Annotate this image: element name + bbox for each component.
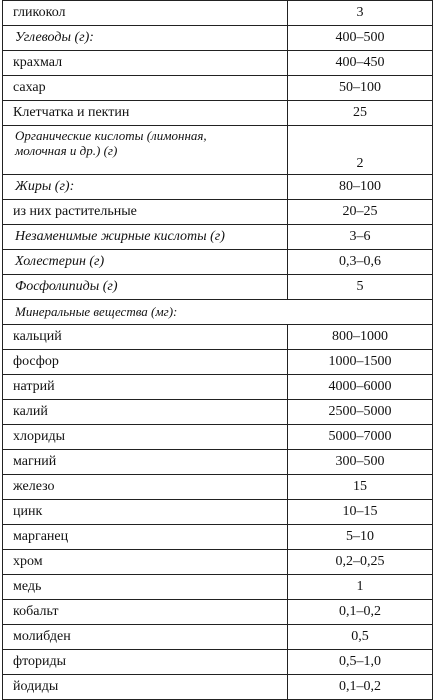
nutrient-name: фториды: [3, 650, 288, 675]
table-row: [3, 500, 433, 525]
nutrient-name: хлориды: [3, 425, 288, 450]
nutrient-value: 50–100: [288, 76, 433, 101]
nutrient-group-name: Углеводы (г):: [3, 26, 288, 51]
nutrient-name: из них растительные: [3, 200, 288, 225]
nutrient-name: магний: [3, 450, 288, 475]
table-row: [3, 175, 433, 200]
table-row: [3, 76, 433, 101]
table-row: [3, 250, 433, 275]
table-row: [3, 1, 433, 26]
nutrient-value: 0,3–0,6: [288, 250, 433, 275]
nutrient-value: 15: [288, 475, 433, 500]
nutrient-name: калий: [3, 400, 288, 425]
nutrient-value: 10–15: [288, 500, 433, 525]
table-row: [3, 600, 433, 625]
table-row: [3, 550, 433, 575]
table-row: [3, 450, 433, 475]
nutrient-name: железо: [3, 475, 288, 500]
nutrient-name: кальций: [3, 325, 288, 350]
nutrient-name-line: Органические кислоты (лимонная,: [15, 128, 207, 143]
section-header-row: [3, 300, 433, 325]
nutrient-name: хром: [3, 550, 288, 575]
nutrient-value: 0,1–0,2: [288, 675, 433, 700]
nutrient-group-name: Незаменимые жирные кислоты (г): [3, 225, 288, 250]
table-row: [3, 51, 433, 76]
table-row: [3, 675, 433, 700]
nutrient-value: 800–1000: [288, 325, 433, 350]
nutrient-group-name: Фосфолипиды (г): [3, 275, 288, 300]
nutrient-name: медь: [3, 575, 288, 600]
table-row: [3, 475, 433, 500]
nutrient-name: молибден: [3, 625, 288, 650]
nutrient-name: цинк: [3, 500, 288, 525]
nutrient-name: марганец: [3, 525, 288, 550]
table-row: [3, 625, 433, 650]
table-row: [3, 225, 433, 250]
table-row: [3, 126, 433, 175]
nutrient-value: 2: [288, 126, 433, 175]
table-row: [3, 275, 433, 300]
nutrient-value: 3: [288, 1, 433, 26]
nutrient-group-name: [3, 126, 288, 175]
table-row: [3, 425, 433, 450]
nutrient-value: 5–10: [288, 525, 433, 550]
nutrient-name: йодиды: [3, 675, 288, 700]
nutrient-value: 400–450: [288, 51, 433, 76]
nutrient-value: 80–100: [288, 175, 433, 200]
nutrient-name-line: молочная и др.) (г): [15, 143, 118, 158]
nutrient-group-name: Жиры (г):: [3, 175, 288, 200]
nutrient-value: 4000–6000: [288, 375, 433, 400]
table-row: [3, 400, 433, 425]
section-title: Минеральные вещества (мг):: [3, 300, 433, 325]
nutrient-value: 2500–5000: [288, 400, 433, 425]
nutrient-name: гликокол: [3, 1, 288, 26]
table-row: [3, 350, 433, 375]
table-row: [3, 650, 433, 675]
nutrient-name: фосфор: [3, 350, 288, 375]
nutrient-value: 25: [288, 101, 433, 126]
nutrient-norms-table: [2, 0, 433, 700]
nutrient-value: 300–500: [288, 450, 433, 475]
nutrient-group-name: Холестерин (г): [3, 250, 288, 275]
nutrient-value: 1: [288, 575, 433, 600]
table-row: [3, 200, 433, 225]
nutrient-name: кобальт: [3, 600, 288, 625]
nutrient-name: крахмал: [3, 51, 288, 76]
nutrient-value: 1000–1500: [288, 350, 433, 375]
table-row: [3, 26, 433, 51]
table-row: [3, 525, 433, 550]
nutrient-name: Клетчатка и пектин: [3, 101, 288, 126]
nutrient-value: 0,2–0,25: [288, 550, 433, 575]
table-row: [3, 375, 433, 400]
nutrient-value: 20–25: [288, 200, 433, 225]
nutrient-value: 5000–7000: [288, 425, 433, 450]
table-row: [3, 101, 433, 126]
nutrient-value: 3–6: [288, 225, 433, 250]
nutrient-name: натрий: [3, 375, 288, 400]
nutrient-value: 0,1–0,2: [288, 600, 433, 625]
table-row: [3, 575, 433, 600]
nutrient-name: сахар: [3, 76, 288, 101]
nutrient-value: 0,5–1,0: [288, 650, 433, 675]
nutrient-value: 400–500: [288, 26, 433, 51]
nutrient-value: 0,5: [288, 625, 433, 650]
table-row: [3, 325, 433, 350]
nutrient-value: 5: [288, 275, 433, 300]
